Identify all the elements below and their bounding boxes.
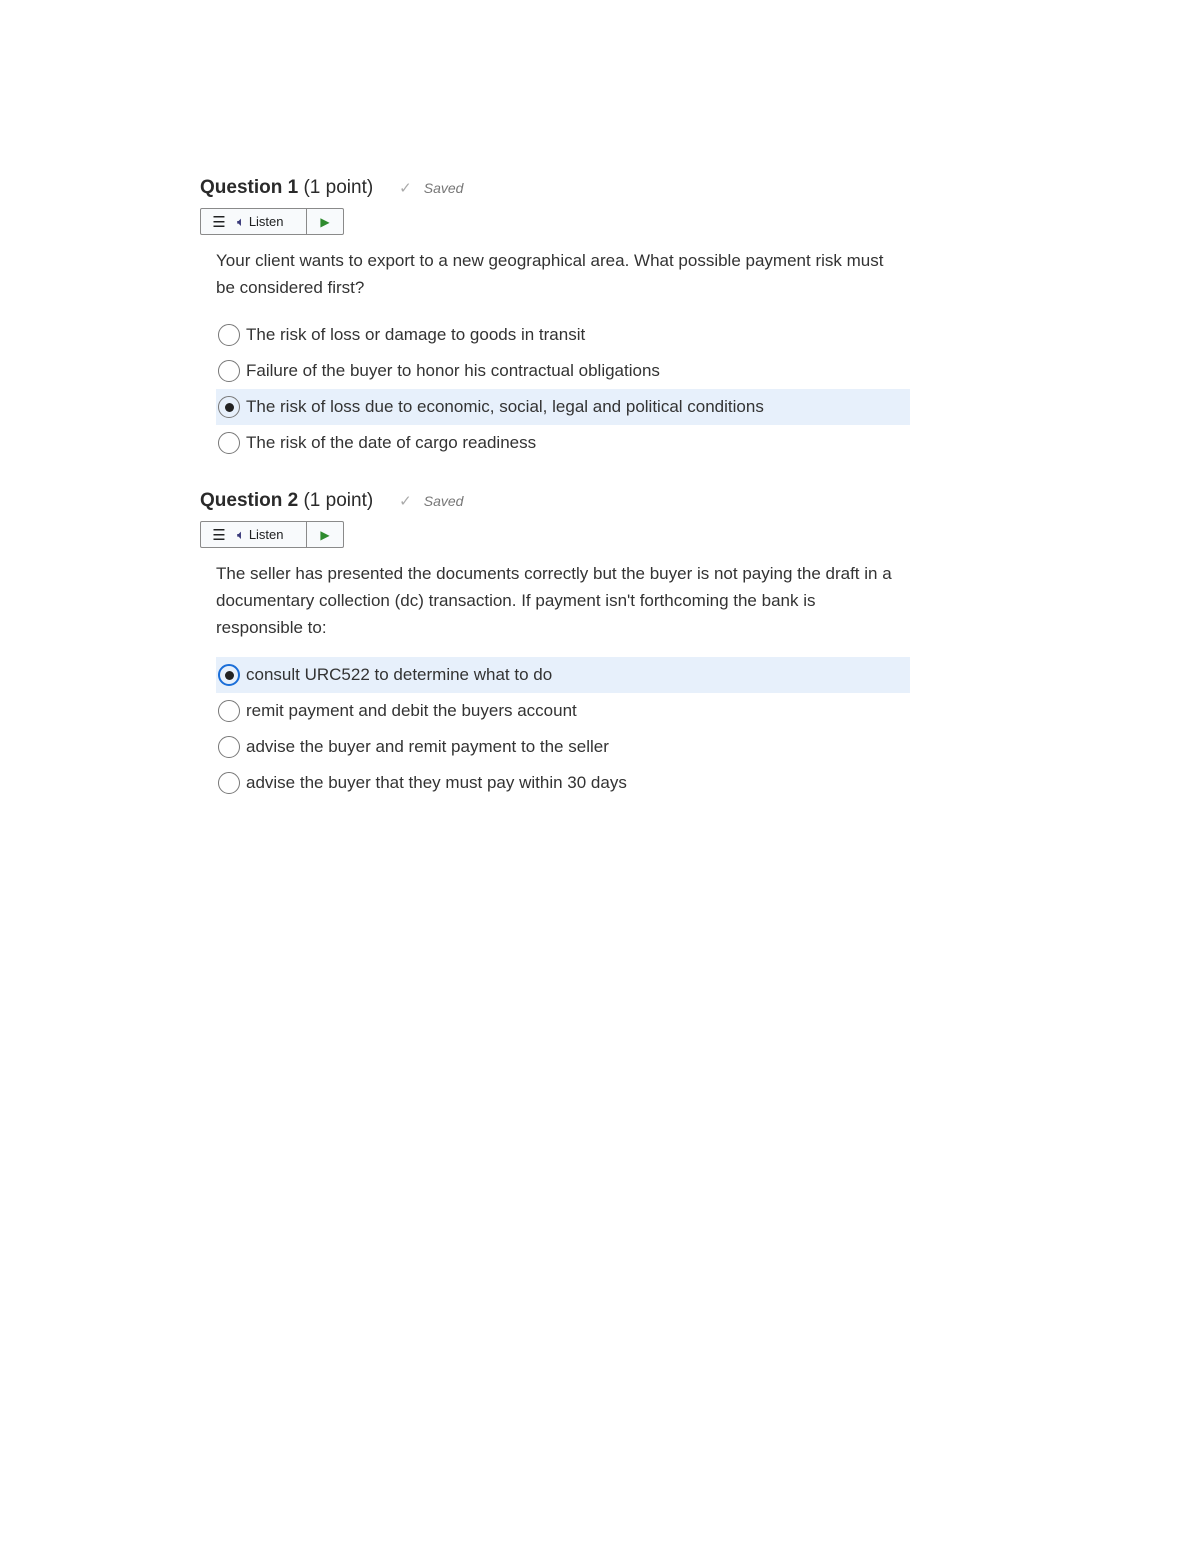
listen-button[interactable]: 🔈︎ Listen — [237, 213, 284, 229]
play-icon[interactable]: ▶ — [306, 209, 343, 234]
question-title: Question 2 (1 point) — [200, 490, 374, 511]
saved-status: ✓ Saved — [399, 493, 464, 510]
answer-option[interactable] — [216, 425, 910, 461]
option-label: consult URC522 to determine what to do — [246, 665, 553, 684]
speaker-icon: 🔈︎ — [237, 526, 245, 542]
menu-icon[interactable]: ☰ — [212, 526, 226, 544]
radio-button[interactable] — [218, 360, 240, 382]
radio-button[interactable] — [218, 700, 240, 722]
check-icon: ✓ — [399, 180, 412, 197]
option-label: advise the buyer and remit payment to the seller — [246, 737, 609, 756]
answer-option[interactable] — [216, 317, 910, 353]
question-2 — [200, 487, 910, 801]
answer-option[interactable] — [216, 729, 910, 765]
radio-button[interactable] — [218, 432, 240, 454]
radio-button[interactable] — [218, 664, 240, 686]
radio-button[interactable] — [218, 324, 240, 346]
answer-option[interactable] — [216, 389, 910, 425]
question-stem: The seller has presented the documents correctly but the buyer is not paying the draft in a documentary collection (dc) transaction. If payment isn't forthcoming the bank is responsible to: — [216, 564, 892, 637]
question-stem: Your client wants to export to a new geographical area. What possible payment risk must be considered first? — [216, 251, 884, 297]
speaker-icon: 🔈︎ — [237, 213, 245, 229]
answer-option[interactable] — [216, 693, 910, 729]
listen-toolbar — [200, 521, 344, 548]
saved-status: ✓ Saved — [399, 180, 464, 197]
option-label: The risk of loss or damage to goods in transit — [246, 325, 586, 344]
radio-button[interactable] — [218, 736, 240, 758]
option-label: The risk of the date of cargo readiness — [246, 433, 537, 452]
listen-button[interactable]: 🔈︎ Listen — [237, 526, 284, 542]
answer-option[interactable] — [216, 765, 910, 801]
question-1 — [200, 174, 910, 461]
option-label: The risk of loss due to economic, social, legal and political conditions — [246, 397, 764, 416]
answer-option[interactable] — [216, 657, 910, 693]
radio-button[interactable] — [218, 772, 240, 794]
answer-options — [200, 317, 910, 461]
question-title: Question 1 (1 point) — [200, 177, 374, 198]
play-icon[interactable]: ▶ — [306, 522, 343, 547]
radio-button[interactable] — [218, 396, 240, 418]
option-label: advise the buyer that they must pay within 30 days — [246, 773, 627, 792]
option-label: remit payment and debit the buyers account — [246, 701, 577, 720]
check-icon: ✓ — [399, 493, 412, 510]
menu-icon[interactable]: ☰ — [212, 213, 226, 231]
answer-options — [200, 657, 910, 801]
listen-toolbar — [200, 208, 344, 235]
answer-option[interactable] — [216, 353, 910, 389]
option-label: Failure of the buyer to honor his contractual obligations — [246, 361, 660, 380]
